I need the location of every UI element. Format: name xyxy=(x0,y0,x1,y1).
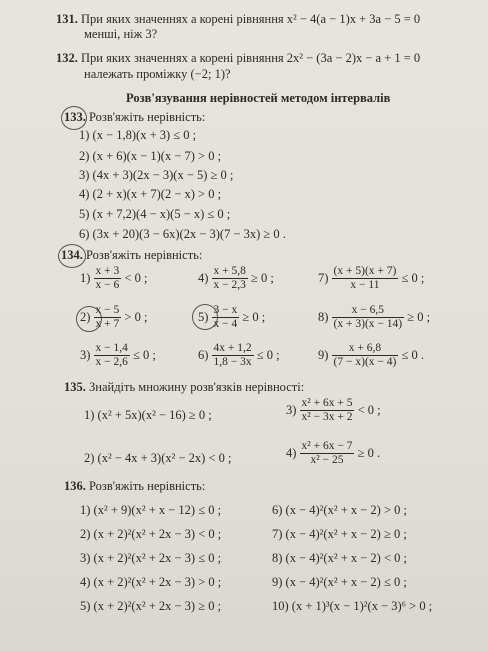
p133-item: 6) (3x + 20)(3 − 6x)(2x − 3)(7 − 3x) ≥ 0 . xyxy=(79,227,286,241)
denominator: x + 7 xyxy=(95,318,120,330)
problem-131-line1 xyxy=(56,12,420,26)
numerator: 4x + 1,2 xyxy=(213,342,252,354)
relation: ≤ 0 ; xyxy=(256,348,280,362)
item-label: 1) xyxy=(80,271,91,285)
problem-number: 133. xyxy=(64,110,86,124)
relation: ≤ 0 ; xyxy=(401,271,425,285)
fraction xyxy=(94,342,130,369)
fraction xyxy=(212,304,240,331)
p133-item: 1) (x − 1,8)(x + 3) ≤ 0 ; xyxy=(79,128,197,142)
p134-fraction-item xyxy=(318,265,424,292)
problem-134-title xyxy=(61,248,202,262)
p135-fraction-item xyxy=(286,440,380,467)
problem-number: 136. xyxy=(64,479,86,493)
p134-fraction-item xyxy=(198,304,265,331)
item-label: 6) xyxy=(198,348,209,362)
p133-item: 4) (2 + x)(x + 7)(2 − x) > 0 ; xyxy=(79,187,222,201)
denominator: (x + 3)(x − 14) xyxy=(333,318,403,330)
p133-item: 3) (4x + 3)(2x − 3)(x − 5) ≥ 0 ; xyxy=(79,168,234,182)
relation: ≥ 0 ; xyxy=(251,271,274,285)
p133-item: 2) (x + 6)(x − 1)(x − 7) > 0 ; xyxy=(79,149,222,163)
relation: > 0 ; xyxy=(124,310,148,324)
problem-instruction: Розв'яжіть нерівність: xyxy=(89,110,206,124)
fraction xyxy=(332,304,405,331)
relation: ≥ 0 . xyxy=(357,446,381,460)
denominator: x² − 25 xyxy=(300,453,355,467)
section-title: Розв'язування нерівностей методом інтервалів xyxy=(126,91,391,105)
p133-item: 5) (x + 7,2)(4 − x)(5 − x) ≤ 0 ; xyxy=(79,207,231,221)
p136-item: 5) (x + 2)²(x² + 2x − 3) ≥ 0 ; xyxy=(80,599,222,613)
denominator: 1,8 − 3x xyxy=(213,356,252,368)
fraction xyxy=(212,342,254,369)
fraction xyxy=(94,265,122,292)
fraction xyxy=(300,440,355,467)
p135-item: 1) (x² + 5x)(x² − 16) ≥ 0 ; xyxy=(84,408,212,422)
p136-item: 4) (x + 2)²(x² + 2x − 3) > 0 ; xyxy=(80,575,222,589)
denominator: x − 4 xyxy=(213,318,238,330)
item-label: 5) xyxy=(198,310,209,324)
p134-fraction-item xyxy=(80,265,147,292)
problem-132-line2: належать проміжку (−2; 1)? xyxy=(84,67,231,81)
problem-132-line1 xyxy=(56,51,420,65)
problem-instruction: Знайдіть множину розв'язків нерівності: xyxy=(89,380,305,394)
numerator: x + 5,8 xyxy=(213,265,246,277)
numerator: x + 3 xyxy=(95,265,120,277)
p135-item: 2) (x² − 4x + 3)(x² − 2x) < 0 ; xyxy=(84,451,232,465)
problem-number: 132. xyxy=(56,51,78,65)
item-label: 7) xyxy=(318,271,329,285)
problem-131-line2: менші, ніж 3? xyxy=(84,27,158,41)
numerator: x − 1,4 xyxy=(95,342,128,354)
fraction xyxy=(212,265,248,292)
fraction xyxy=(94,304,122,331)
relation: ≤ 0 ; xyxy=(133,348,156,362)
problem-number: 135. xyxy=(64,380,86,394)
denominator: (7 − x)(x − 4) xyxy=(333,356,397,368)
problem-136-title xyxy=(64,479,205,493)
numerator: (x + 5)(x + 7) xyxy=(333,265,397,277)
problem-number: 131. xyxy=(56,12,78,26)
item-label: 9) xyxy=(318,348,329,362)
p134-fraction-item xyxy=(198,342,280,369)
relation: < 0 ; xyxy=(124,271,148,285)
p136-item: 7) (x − 4)²(x² + x − 2) ≥ 0 ; xyxy=(272,527,407,541)
relation: < 0 ; xyxy=(357,403,381,417)
numerator: x − 5 xyxy=(95,304,120,316)
numerator: x² + 6x + 5 xyxy=(301,397,353,409)
relation: ≤ 0 . xyxy=(401,348,424,362)
p134-fraction-item xyxy=(198,265,274,292)
p136-item: 9) (x − 4)²(x² + x − 2) ≤ 0 ; xyxy=(272,575,407,589)
p136-item: 2) (x + 2)²(x² + 2x − 3) < 0 ; xyxy=(80,527,222,541)
p136-item: 10) (x + 1)³(x − 1)²(x − 3)⁶ > 0 ; xyxy=(272,599,433,613)
problem-number: 134. xyxy=(61,248,83,262)
item-label: 4) xyxy=(198,271,209,285)
problem-135-title xyxy=(64,380,304,394)
denominator: x² − 3x + 2 xyxy=(301,411,353,423)
p134-fraction-item xyxy=(80,304,147,331)
p134-fraction-item xyxy=(318,304,430,331)
item-label: 3) xyxy=(80,348,91,362)
denominator: x − 11 xyxy=(332,278,399,292)
numerator: x² + 6x − 7 xyxy=(301,440,353,452)
fraction xyxy=(332,342,399,369)
denominator: x − 2,6 xyxy=(95,356,128,368)
item-label: 4) xyxy=(286,446,297,460)
problem-133-title xyxy=(64,110,205,124)
fraction xyxy=(300,397,355,424)
p136-item: 3) (x + 2)²(x² + 2x − 3) ≤ 0 ; xyxy=(80,551,222,565)
denominator: x − 6 xyxy=(95,279,120,291)
item-label: 2) xyxy=(80,310,91,324)
p136-item: 1) (x² + 9)(x² + x − 12) ≤ 0 ; xyxy=(80,503,222,517)
numerator: x − 6,5 xyxy=(351,304,384,316)
numerator: 3 − x xyxy=(213,304,238,316)
item-label: 3) xyxy=(286,403,297,417)
numerator: x + 6,8 xyxy=(348,342,382,354)
p134-fraction-item xyxy=(318,342,424,369)
p134-fraction-item xyxy=(80,342,156,369)
p135-fraction-item xyxy=(286,397,381,424)
problem-instruction: Розв'яжіть нерівність: xyxy=(89,479,206,493)
denominator: x − 2,3 xyxy=(213,279,246,291)
relation: ≥ 0 ; xyxy=(407,310,431,324)
relation: ≥ 0 ; xyxy=(242,310,266,324)
problem-text: При яких значеннях a корені рівняння x² − 4(a − 1)x + 3a − 5 = 0 xyxy=(81,12,421,26)
problem-text: При яких значеннях a корені рівняння 2x² − (3a − 2)x − a + 1 = 0 xyxy=(81,51,421,65)
problem-instruction: Розв'яжіть нерівність: xyxy=(86,248,203,262)
p136-item: 6) (x − 4)²(x² + x − 2) > 0 ; xyxy=(272,503,407,517)
item-label: 8) xyxy=(318,310,329,324)
p136-item: 8) (x − 4)²(x² + x − 2) < 0 ; xyxy=(272,551,407,565)
fraction xyxy=(332,265,399,292)
